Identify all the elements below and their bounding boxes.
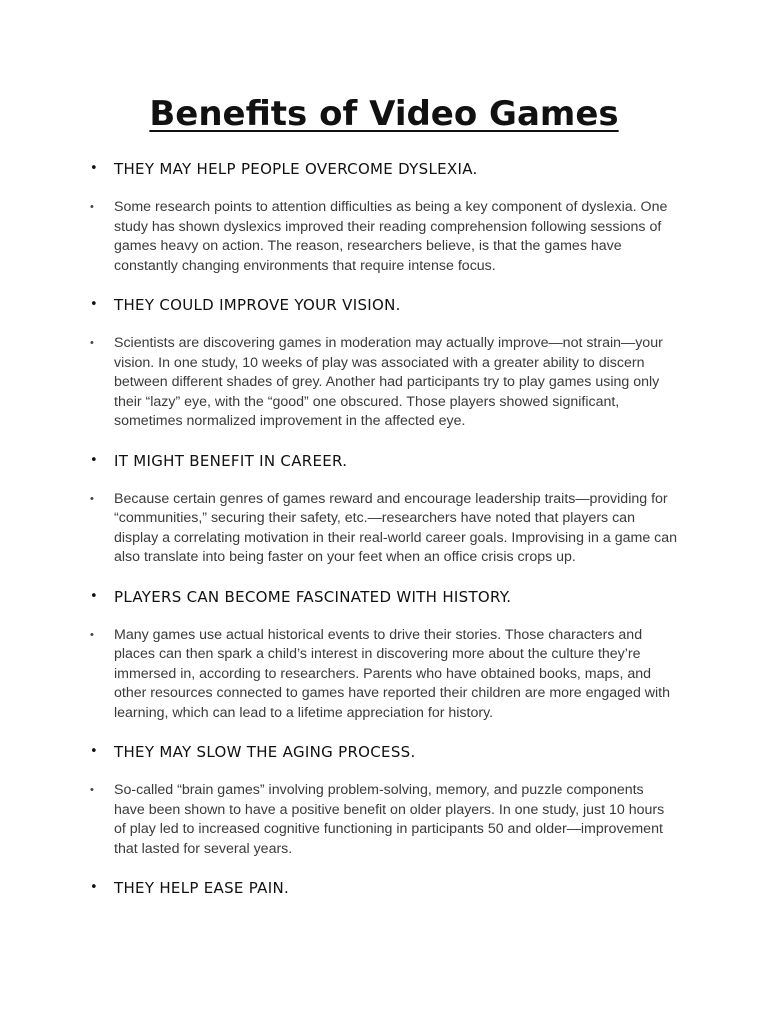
bullet-icon: • [90,784,94,796]
bullet-icon: • [90,492,94,505]
bullet-icon: • [90,628,94,641]
bullet-icon: • [90,880,98,895]
section-heading-row [90,450,678,472]
bullet-icon: • [90,452,98,468]
section-paragraph-row [90,626,678,724]
section-career [90,450,678,568]
section-heading-row [90,741,678,763]
section-paragraph-row [90,490,678,568]
section-pain [90,877,678,899]
bullet-icon: • [90,337,94,349]
section-heading-row [90,586,678,608]
section-paragraph: Scientists are discovering games in moderation may actually improve—not strain—your vision. In one study, 10 weeks of play was associated with a greater ability to discern between different shades of grey. Another had participants try to play games using only their “lazy” eye, with the “good” one obscured. Those players showed significant, sometimes normalized improvement in the affected eye. [114,335,663,429]
bullet-icon: • [90,297,98,312]
section-paragraph: Because certain genres of games reward and encourage leadership traits—providing for “communities,” securing their safety, etc.—researchers have noted that players can display a correlating motivation in their real-world career goals. Improvising in a game can also translate into being faster on your feet when an office crisis crops up. [114,490,678,565]
section-heading-row [90,158,678,180]
section-heading: THEY HELP EASE PAIN. [114,879,290,897]
section-heading-row [90,877,678,899]
bullet-icon: • [90,161,98,176]
section-dyslexia [90,158,678,276]
section-history [90,586,678,724]
bullet-icon: • [90,588,98,604]
section-paragraph-row [90,198,678,276]
section-paragraph-row [90,781,678,859]
bullet-icon: • [90,744,98,759]
section-heading: THEY MAY HELP PEOPLE OVERCOME DYSLEXIA. [114,160,478,178]
section-heading: IT MIGHT BENEFIT IN CAREER. [114,451,348,470]
section-paragraph: Many games use actual historical events to drive their stories. Those characters and places can then spark a child’s interest in discovering more about the culture they’re immersed in, according to researchers. Parents who have obtained books, maps, and other resources connected to games have reported their children are more engaged with learning, which can lead to a lifetime appreciation for history. [114,626,671,721]
section-vision [90,294,678,432]
section-heading: THEY MAY SLOW THE AGING PROCESS. [114,743,416,761]
section-paragraph: Some research points to attention difficulties as being a key component of dyslexia. One study has shown dyslexics improved their reading comprehension following sessions of games heavy on action. The reason, researchers believe, is that the games have constantly changing environments that require intense focus. [114,199,668,274]
section-paragraph: So-called “brain games” involving problem-solving, memory, and puzzle components have been shown to have a positive benefit on older players. In one study, just 10 hours of play led to increased cognitive functioning in participants 50 and older—improvement that lasted for several years. [114,782,665,857]
section-aging [90,741,678,859]
section-heading: PLAYERS CAN BECOME FASCINATED WITH HISTORY. [114,587,512,606]
section-paragraph-row [90,334,678,432]
section-heading-row [90,294,678,316]
document-title: Benefits of Video Games [149,94,619,134]
bullet-icon: • [90,201,94,213]
section-heading: THEY COULD IMPROVE YOUR VISION. [114,296,401,314]
